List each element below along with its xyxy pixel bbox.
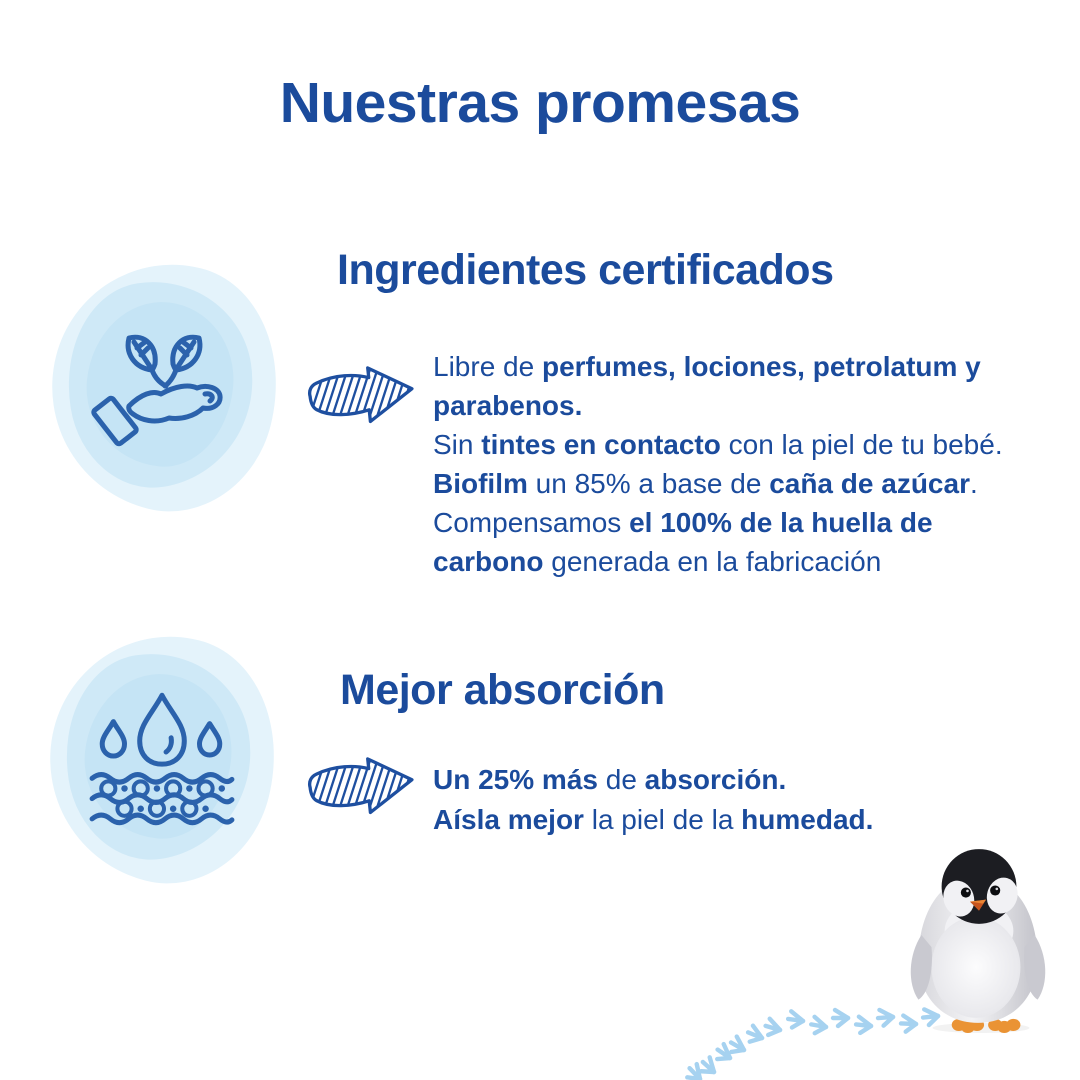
body-line: Sin tintes en contacto con la piel de tu bebé. bbox=[433, 429, 1003, 460]
section-heading-ingredients: Ingredientes certificados bbox=[337, 246, 834, 294]
section-heading-absorption: Mejor absorción bbox=[340, 666, 665, 714]
hand-with-leaves-icon bbox=[89, 308, 239, 458]
body-line: Aísla mejor la piel de la humedad. bbox=[433, 804, 874, 835]
watercolor-blob bbox=[58, 644, 266, 872]
penguin-footprints-icon bbox=[680, 1000, 1000, 1080]
sketch-arrow-icon bbox=[299, 747, 424, 829]
body-line: Un 25% más de absorción. bbox=[433, 764, 787, 795]
sketch-arrow-icon bbox=[299, 356, 424, 438]
watercolor-blob bbox=[60, 272, 268, 500]
body-line: Biofilm un 85% a base de caña de azúcar. bbox=[433, 468, 978, 499]
body-line: Libre de perfumes, lociones, petrolatum y parabenos. bbox=[433, 351, 981, 421]
water-drops-absorption-icon bbox=[86, 681, 238, 829]
page-title: Nuestras promesas bbox=[279, 71, 801, 135]
section-body-ingredients bbox=[433, 347, 1005, 581]
body-line: Compensamos el 100% de la huella de carbono generada en la fabricación bbox=[433, 507, 933, 577]
section-body-absorption bbox=[433, 760, 1005, 840]
